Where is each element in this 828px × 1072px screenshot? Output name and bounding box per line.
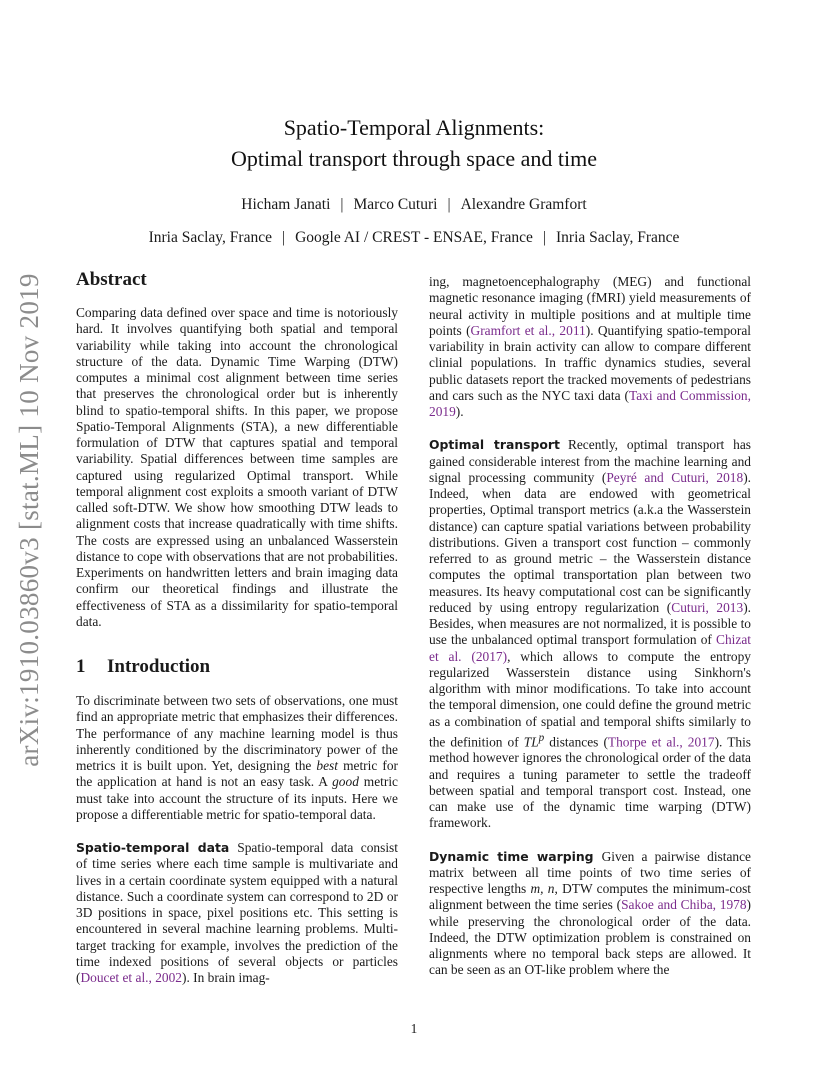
affiliation: Inria Saclay, France <box>556 229 680 246</box>
text-run: ). Besides, when measures are not normalized, it is possible to use the unbalanced optimal transport formulation of <box>429 599 751 648</box>
author-separator: | <box>447 196 451 213</box>
text-run: metric for the application at hand is not an easy task. A <box>76 758 398 790</box>
spatio-temporal-paragraph <box>76 840 398 986</box>
text-run: , DTW computes the minimum-cost alignment between the time series ( <box>429 881 752 913</box>
section-title: Introduction <box>107 656 211 677</box>
citation-link[interactable]: Peyré and Cuturi, 2018 <box>606 469 744 485</box>
text-run: metric must take into account the structure of its inputs. Here we propose a differentiable metric for spatio-temporal data. <box>76 774 398 822</box>
affiliation-separator: | <box>281 229 286 246</box>
emphasis: good <box>332 774 359 790</box>
citation-link[interactable]: Gramfort et al., 2011 <box>470 322 586 338</box>
math-superscript: p <box>538 731 545 744</box>
affiliation-list <box>80 228 748 248</box>
author-list <box>80 195 748 215</box>
paper-title-line-2: Optimal transport through space and time <box>231 146 597 171</box>
author-name: Marco Cuturi <box>353 196 438 213</box>
text-run: Recently, optimal transport has gained considerable interest from the machine learning and signal processing community ( <box>429 437 751 485</box>
affiliation: Inria Saclay, France <box>148 229 272 246</box>
continued-paragraph <box>429 274 751 420</box>
citation-link[interactable]: Sakoe and Chiba, 1978 <box>621 897 747 913</box>
text-run: distances ( <box>544 734 608 750</box>
text-run: Spatio-temporal data consist of time series where each time sample is multivariate and lives in a certain coordinate system equipped with a natural distance. Such a coordinate system can correspond to 2D or 3D positions in space, pixel positions etc. This setting is encountered in several machine learning problems. Multi-target tracking for example, involves the prediction of the time indexed positions of several objects or particles ( <box>76 840 398 985</box>
text-run: ing, magnetoencephalography (MEG) and functional magnetic resonance imaging (fMRI) yield measurements of neural activity in multiple positions and at multiple time points ( <box>429 274 751 338</box>
author-name: Alexandre Gramfort <box>460 196 587 213</box>
emphasis: best <box>316 758 338 773</box>
paragraph-heading: Spatio-temporal data <box>76 840 230 855</box>
text-run: Given a pairwise distance matrix between all time points of two time series of respective lengths <box>429 848 752 897</box>
author-name: Hicham Janati <box>241 196 331 213</box>
citation-link[interactable]: Taxi and Commission, 2019 <box>429 387 751 419</box>
math-symbol: TL <box>523 734 539 750</box>
paragraph-heading: Dynamic time warping <box>429 848 594 864</box>
citation-link[interactable]: Thorpe et al., 2017 <box>607 734 715 750</box>
intro-paragraph <box>76 693 398 823</box>
citation-link[interactable]: Doucet et al., 2002 <box>80 970 182 985</box>
math-symbol: m, n <box>530 881 555 897</box>
affiliation: Google AI / CREST - ENSAE, France <box>295 229 533 246</box>
text-run: ) while preserving the chronological order of the data. Indeed, the DTW optimization problem is constrained on alignments where no temporal back steps are allowed. It can be seen as an OT-like problem where the <box>429 897 751 978</box>
author-separator: | <box>340 196 344 213</box>
text-run: ). In brain imag- <box>181 970 270 985</box>
affiliation-separator: | <box>542 229 546 246</box>
right-column <box>429 268 751 979</box>
dynamic-time-warping-paragraph <box>429 849 751 979</box>
abstract-heading: Abstract <box>76 269 147 290</box>
text-run: To discriminate between two sets of observations, one must find an appropriate metric that emphasizes their differences. The performance of any machine learning model is thus inherently conditioned by the discriminatory power of the metrics it is built upon. Yet, designing the <box>76 693 398 773</box>
title-block <box>80 112 748 248</box>
paper-title-line-1: Spatio-Temporal Alignments: <box>283 115 545 140</box>
text-run: ). <box>455 404 464 419</box>
text-run: ). Quantifying spatio-temporal variability in brain activity can allow to compare different clinial populations. In traffic dynamics studies, several public datasets report the tracked movements of pedestrians and cars such as the NYC taxi data ( <box>429 322 751 403</box>
paragraph-heading: Optimal transport <box>429 437 560 453</box>
text-run: ). This method however ignores the chronological order of the data and requires a tuning parameter to settle the tradeoff between spatial and temporal transport cost. Instead, one can make use of the dynamic time warping (DTW) framework. <box>429 734 752 831</box>
arxiv-identifier-stamp: arXiv:1910.03860v3 [stat.ML] 10 Nov 2019 <box>14 273 44 767</box>
citation-link[interactable]: Cuturi, 2013 <box>671 599 744 615</box>
text-run: ). Indeed, when data are endowed with geometrical properties, Optimal transport metrics (a.k.a the Wasserstein distance) can capture spatial variations between probability distributions. Given a transport cost function – commonly referred to as ground metric – the Wasserstein distance computes the optimal transportation plan between two measures. Its heavy computational cost can be significantly reduced by using entropy regularization ( <box>429 469 751 615</box>
text-run: , which allows to compute the entropy regularized Wasserstein distance using Sinkhorn's algorithm with minor modifications. To take into account the temporal dimension, one could define the ground metric as a combination of spatial and temporal shifts similarly to the definition of <box>429 648 751 750</box>
page-number: 1 <box>410 1021 418 1036</box>
left-column <box>76 268 398 986</box>
optimal-transport-paragraph <box>429 437 751 831</box>
abstract-text: Comparing data defined over space and time is notoriously hard. It involves quantifying both spatial and temporal variability while taking into account the chronological structure of the data. Dynamic Time Warping (DTW) computes a minimal cost alignment between time series that preserves the chronological order but is inherently blind to spatio-temporal shifts. In this paper, we propose Spatio-Temporal Alignments (STA), a new differentiable formulation of DTW that captures spatial and temporal variability. Spatial differences between time samples are captured using regularized Optimal transport. While temporal alignment cost exploits a smooth variant of DTW called soft-DTW. We show how smoothing DTW leads to alignment costs that increase quadratically with time shifts. The costs are expressed using an unbalanced Wasserstein distance to cope with observations that are not probabilities. Experiments on handwritten letters and brain imaging data confirm our theoretical findings and illustrate the effectiveness of STA as a dissimilarity for spatio-temporal data. <box>76 305 398 629</box>
introduction-heading <box>76 655 398 679</box>
section-number: 1 <box>76 656 86 677</box>
citation-link[interactable]: Chizat et al. (2017) <box>429 632 751 664</box>
